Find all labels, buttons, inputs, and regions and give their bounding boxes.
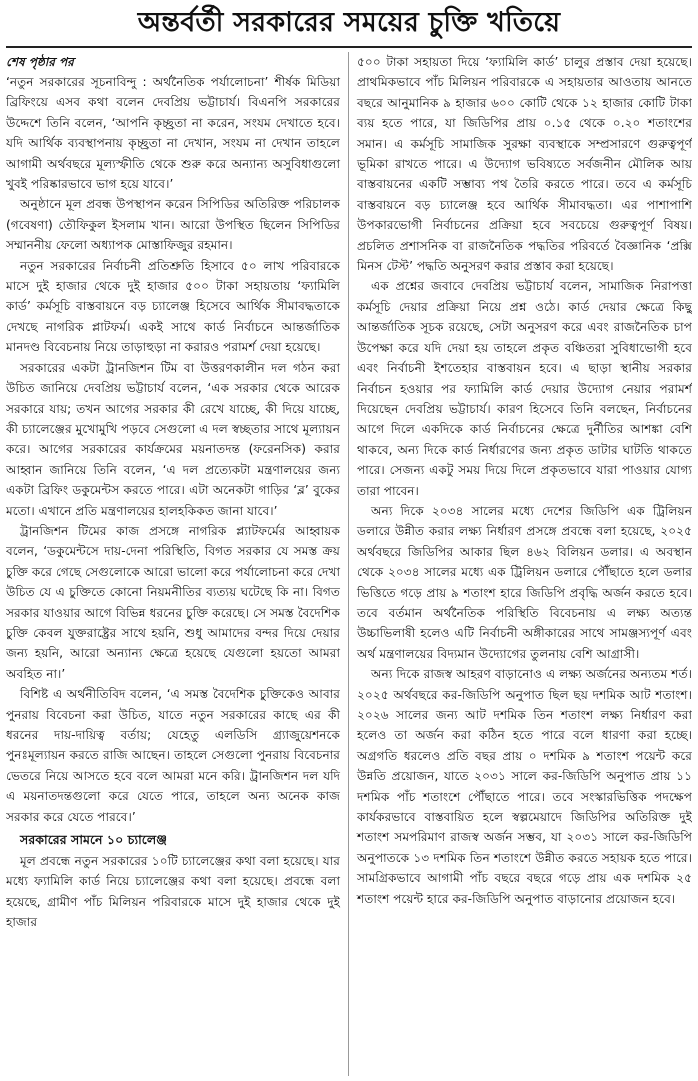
paragraph: বিশিষ্ট এ অর্থনীতিবিদ বলেন, ‘এ সমস্ত বৈদেশিক চুক্তিকেও আবার পুনরায় বিবেচনা করা উচিত, যাতে নতুন সরকারের কাছে এর কী ধরনের দায়-দায়িত্ব বর্তায়; যেহেতু এলডিসি গ্র্যাজুয়েশনকে পুনঃমূল্যায়ন করতে রাজি আছেন। তাহলে সেগুলো পুনরায় বিবেচনার ভেতরে নিয়ে আসতে হবে বলে আমরা মনে করি। ট্রানজিশন দল যদি এ ময়নাতদন্তগুলো করে যেতে পারে, তাহলে অন্য অনেক কাজ সরকার করে যেতে পারবে।’ <box>6 687 340 824</box>
paragraph: ৫০০ টাকা সহায়তা দিয়ে ‘ফ্যামিলি কার্ড’ চালুর প্রস্তাব দেয়া হয়েছে। প্রাথমিকভাবে পাঁচ মিলিয়ন পরিবারকে এ সহায়তার আওতায় আনতে বছরে আনুমানিক ৯ হাজার ৬০০ কোটি থেকে ১২ হাজার কোটি টাকা ব্যয় হতে পারে, যা জিডিপির প্রায় ০.১৫ থেকে ০.২০ শতাংশের সমান। এ কর্মসূচি সামাজিক সুরক্ষা ব্যবস্থাকে সম্প্রসারণে গুরুত্বপূর্ণ ভূমিকা রাখতে পারে। এ উদ্যোগ ভবিষ্যতে সর্বজনীন মৌলিক আয় বাস্তবায়নের একটি সম্ভাব্য পথ তৈরি করতে পারে। তবে এ কর্মসূচি বাস্তবায়নে বড় চ্যালেঞ্জ হবে আর্থিক সীমাবদ্ধতা। এর পাশাপাশি উপকারভোগী নির্বাচনের প্রক্রিয়া হবে সবচেয়ে গুরুত্বপূর্ণ বিষয়। প্রচলিত প্রশাসনিক বা রাজনৈতিক পদ্ধতির পরিবর্তে বৈজ্ঞানিক ‘প্রক্সি মিনস টেস্ট’ পদ্ধতি অনুসরণ করার প্রস্তাব করা হয়েছে। <box>357 55 692 274</box>
paragraph: ‘নতুন সরকারের সূচনাবিন্দু : অর্থনৈতিক পর্যালোচনা’ শীর্ষক মিডিয়া ব্রিফিংয়ে এসব কথা বলেন দেবপ্রিয় ভট্টাচার্য। বিএনপি সরকারের উদ্দেশে তিনি বলেন, ‘আপনি কৃচ্ছ্রতা না করেন, সংযম দেখাতে হবে। যদি আর্থিক ব্যবস্থাপনায় কৃচ্ছ্রতা না দেখান, সংযম না দেখান তাহলে আগামী অর্থবছরে মূল্যস্ফীতি থেকে শুরু করে অন্যান্য অসুবিধাগুলো খুবই পরিষ্কারভাবে ভাগ হয়ে যাবে।’ <box>6 75 340 192</box>
section-subheading: সরকারের সামনে ১০ চ্যালেঞ্জ <box>20 832 167 848</box>
right-column <box>349 52 692 1076</box>
paragraph: মূল প্রবন্ধে নতুন সরকারের ১০টি চ্যালেঞ্জের কথা বলা হয়েছে। যার মধ্যে ফ্যামিলি কার্ড নিয়ে চ্যালেঞ্জের কথা বলা হয়েছে। প্রবন্ধে বলা হয়েছে, গ্রামীণ পাঁচ মিলিয়ন পরিবারকে মাসে দুই হাজার থেকে দুই হাজার <box>6 854 340 930</box>
paragraph: নতুন সরকারের নির্বাচনী প্রতিশ্রুতি হিসাবে ৫০ লাখ পরিবারকে মাসে দুই হাজার থেকে দুই হাজার ৫০০ টাকা সহায়তায় ‘ফ্যামিলি কার্ড’ কর্মসূচি বাস্তবায়নে বড় চ্যালেঞ্জ হিসেবে আর্থিক সীমাবদ্ধতাকে দেখছে নাগরিক প্লাটফর্ম। একই সাথে কার্ড নির্বাচনে আন্তর্জাতিক মানদণ্ড বিবেচনায় নিয়ে তাড়াহুড়া না করারও পরামর্শ দেয়া হয়েছে। <box>6 258 340 355</box>
paragraph: ট্রানজিশন টিমের কাজ প্রসঙ্গে নাগরিক প্ল্যাটফর্মের আহ্বায়ক বলেন, ‘ডকুমেন্টসে দায়-দেনা পরিস্থিতি, বিগত সরকার যে সমস্ত ক্রয় চুক্তি করে গেছে সেগুলোকে আরো ভালো করে পর্যালোচনা করে দেখা উচিত যে এ চুক্তিতে কোনো নিয়মনীতির ব্যত্যয় ঘটেছে কি না। বিগত সরকার যাওয়ার আগে বিভিন্ন ধরনের চুক্তি করেছে। সে সমস্ত বৈদেশিক চুক্তি কেবল যুক্তরাষ্ট্রের সাথে হয়নি, শুধু আমাদের বন্দর দিয়ে দেয়ার জন্য হয়নি, আরো অন্যান্য ক্ষেত্রে হয়েছে যেগুলো হয়তো আমরা অবহিত না।’ <box>6 523 340 681</box>
left-column <box>6 52 349 1076</box>
paragraph: অন্য দিকে রাজস্ব আহরণ বাড়ানোও এ লক্ষ্য অর্জনের অন্যতম শর্ত। ২০২৫ অর্থবছরে কর-জিডিপি অনুপাত ছিল ছয় দশমিক আট শতাংশ। ২০২৬ সালের জন্য আট দশমিক তিন শতাংশ লক্ষ্য নির্ধারণ করা হলেও তা অর্জন করা কঠিন হতে পারে বলে ধারণা করা হচ্ছে। অগ্রগতি ধরলেও প্রতি বছর প্রায় ০ দশমিক ৯ শতাংশ পয়েন্ট করে উন্নতি প্রয়োজন, যাতে ২০৩১ সালে কর-জিডিপি অনুপাত প্রায় ১১ দশমিক পাঁচ শতাংশে পৌঁছাতে পারে। তবে সংস্কারভিত্তিক পদক্ষেপ কার্যকরভাবে বাস্তবায়িত হলে স্বল্পমেয়াদে জিডিপির অতিরিক্ত দুই শতাংশ সমপরিমাণ রাজস্ব অর্জন সম্ভব, যা ২০৩১ সালে কর-জিডিপি অনুপাতকে ১৩ দশমিক তিন শতাংশে উন্নীত করতে সহায়ক হতে পারে। সামগ্রিকভাবে আগামী পাঁচ বছরে বছরে গড়ে প্রায় এক দশমিক ২৫ শতাংশ পয়েন্ট হারে কর-জিডিপি অনুপাত বাড়ানোর প্রয়োজন হবে। <box>357 667 692 906</box>
paragraph: সরকারের একটা ট্রানজিশন টিম বা উত্তরণকালীন দল গঠন করা উচিত জানিয়ে দেবপ্রিয় ভট্টাচার্য বলেন, ‘এক সরকার থেকে আরেক সরকারে যায়; তখন আগের সরকার কী রেখে যাচ্ছে, কী দিয়ে যাচ্ছে, কী চ্যালেঞ্জের মুখোমুখি পড়বে সেগুলো এ দল স্বচ্ছতার সাথে মূল্যায়ন করে। আগের সরকারের কার্যক্রমের ময়নাতদন্ত (ফরেনসিক) করার আহ্বান জানিয়ে তিনি বলেন, ‘এ দল প্রত্যেকটা মন্ত্রণালয়ের জন্য একটা ব্রিফিং ডকুমেন্টস করতে পারে। এটা অনেকটা গাড়ির ‘ব্ল’ বুকের মতো। এখানে প্রতি মন্ত্রণালয়ের হালহকিকত জানা যাবে।’ <box>6 360 340 518</box>
paragraph: অন্য দিকে ২০৩৪ সালের মধ্যে দেশের জিডিপি এক ট্রিলিয়ন ডলারে উন্নীত করার লক্ষ্য নির্ধারণ প্রসঙ্গে প্রবন্ধে বলা হয়েছে, ২০২৫ অর্থবছরে জিডিপির আকার ছিল ৪৬২ বিলিয়ন ডলার। এ অবস্থান থেকে ২০৩৪ সালের মধ্যে এক ট্রিলিয়ন ডলারে পৌঁছাতে হলে ডলার ভিত্তিতে গড়ে প্রায় ৯ শতাংশ হারে জিডিপি প্রবৃদ্ধি অর্জন করতে হবে। তবে বর্তমান অর্থনৈতিক পরিস্থিতি বিবেচনায় এ লক্ষ্য অত্যন্ত উচ্চাভিলাষী হলেও এটি নির্বাচনী অঙ্গীকারের সাথে সামঞ্জস্যপূর্ণ এবং অর্থ মন্ত্রণালয়ের বিদ্যমান উদ্যোগের তুলনায় বেশি আগ্রাসী। <box>357 503 692 661</box>
paragraph: এক প্রশ্নের জবাবে দেবপ্রিয় ভট্টাচার্য বলেন, সামাজিক নিরাপত্তা কর্মসূচি দেয়ার প্রক্রিয়া নিয়ে প্রশ্ন ওঠে। কার্ড দেয়ার ক্ষেত্রে কিছু আন্তর্জাতিক সূচক রয়েছে, সেটা অনুসরণ করে এবং রাজনৈতিক চাপ উপেক্ষা করে যদি দেয়া হয় তাহলে প্রকৃত বঞ্চিতরা সুবিধাভোগী হবে এবং নির্বাচনী ইশতেহার বাস্তবায়ন হবে। এ ছাড়া স্থানীয় সরকার নির্বাচন হওয়ার পর ফ্যামিলি কার্ড দেয়ার উদ্যোগ নেয়ার পরামর্শ দিয়েছেন দেবপ্রিয় ভট্টাচার্য। কারণ হিসেবে তিনি বলছেন, নির্বাচনের আগে দিলে একদিকে কার্ড নির্বাচনের ক্ষেত্রে দুর্নীতির আশঙ্কা বেশি থাকবে, অন্য দিকে কার্ড নির্ধারণের জন্য প্রকৃত ডাটার ঘাটতি থাকতে পারে। সেজন্য একটু সময় দিয়ে দিলে প্রকৃতভাবে যারা পাওয়ার যোগ্য তারা পাবেন। <box>357 279 692 498</box>
article-columns <box>6 48 692 1076</box>
headline: অন্তর্বর্তী সরকারের সময়ের চুক্তি খতিয়ে <box>6 0 692 48</box>
continued-label: শেষ পৃষ্ঠার পর <box>6 55 74 69</box>
paragraph: অনুষ্ঠানে মূল প্রবন্ধ উপস্থাপন করেন সিপিডির অতিরিক্ত পরিচালক (গবেষণা) তৌফিকুল ইসলাম খান। আরো উপস্থিত ছিলেন সিপিডির সম্মাননীয় ফেলো অধ্যাপক মোস্তাফিজুর রহমান। <box>6 197 340 253</box>
